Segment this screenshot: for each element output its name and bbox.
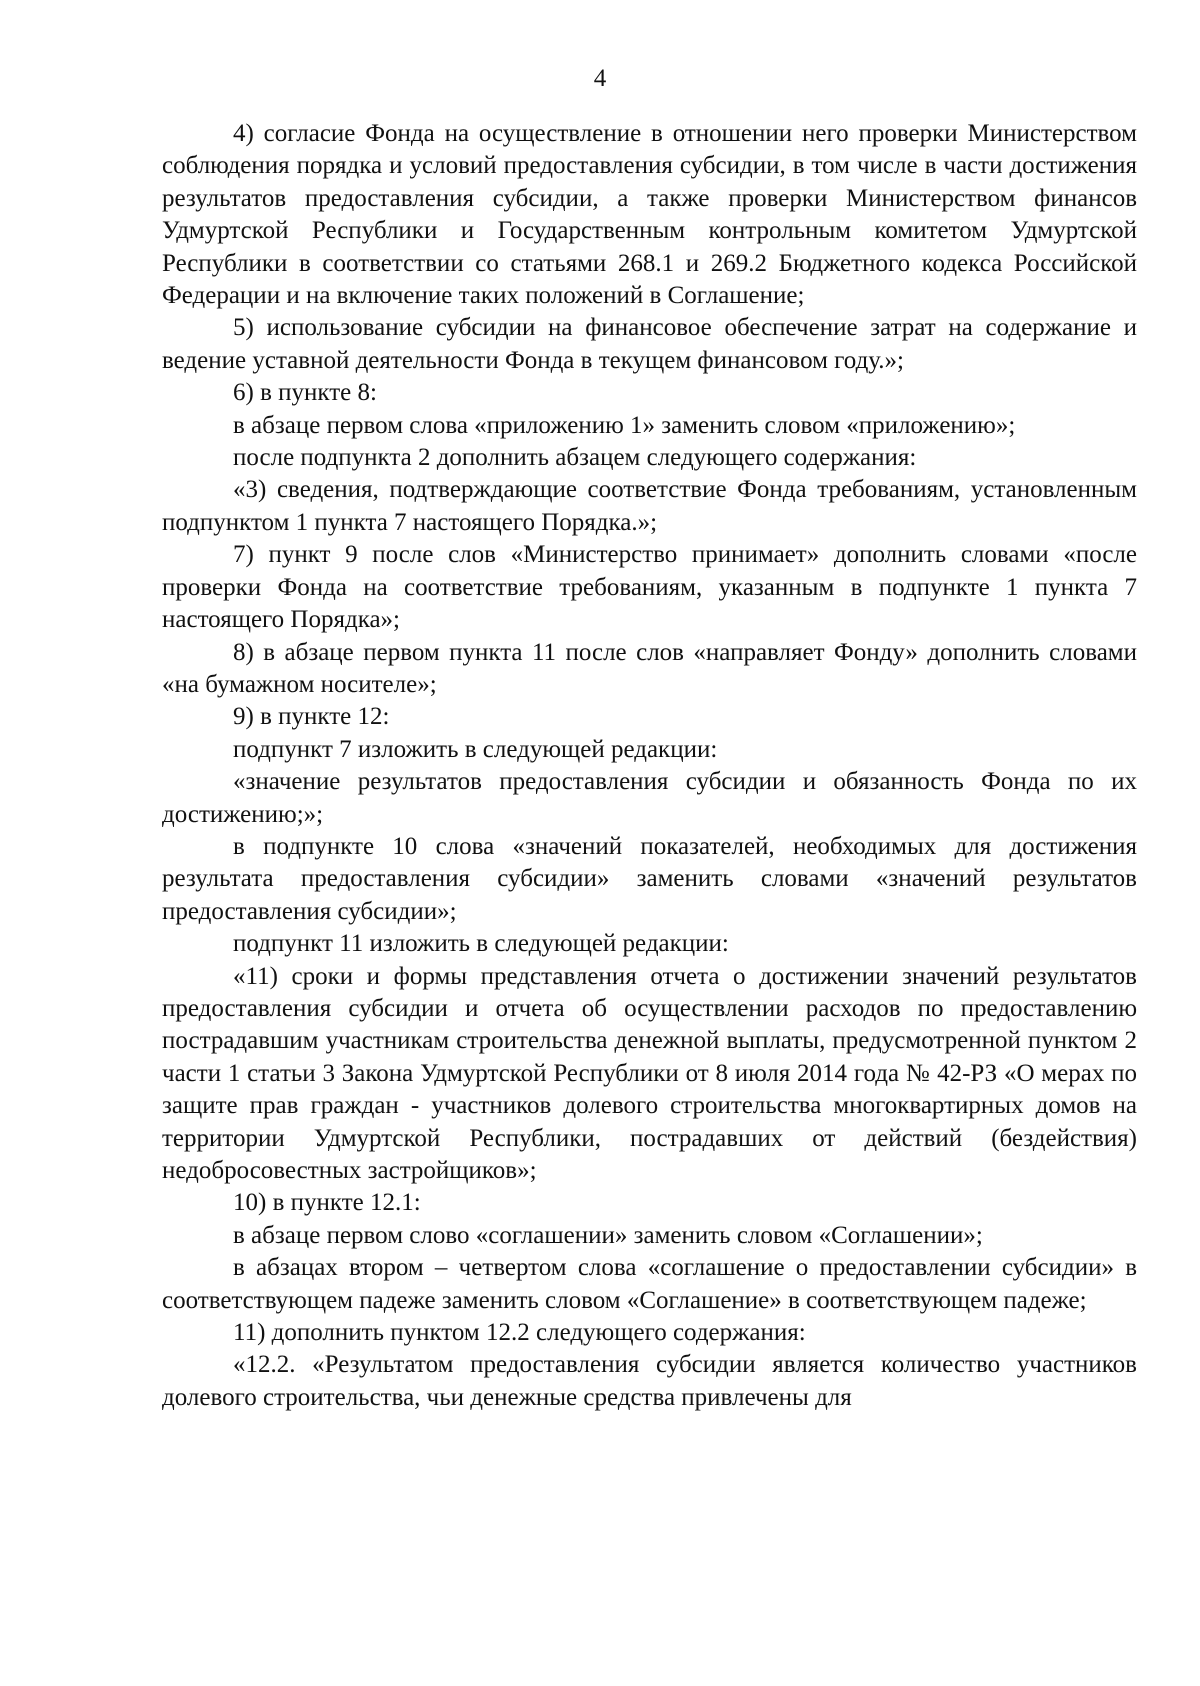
paragraph-item-7: 7) пункт 9 после слов «Министерство принимает» дополнить словами «после проверки Фонда на соответствие требованиям, указанным в подпункте 1 пункта 7 настоящего Порядка»; bbox=[162, 541, 1137, 634]
paragraph-item-5: 5) использование субсидии на финансовое обеспечение затрат на содержание и ведение уставной деятельности Фонда в текущем финансовом году.»; bbox=[162, 314, 1137, 374]
document-body bbox=[162, 118, 1137, 1414]
paragraph-item-9-a: подпункт 7 изложить в следующей редакции: bbox=[233, 735, 718, 763]
paragraph-item-9-d: подпункт 11 изложить в следующей редакции: bbox=[233, 930, 729, 958]
paragraph-item-9: 9) в пункте 12: bbox=[233, 703, 390, 731]
paragraph-item-11-a: «12.2. «Результатом предоставления субсидии является количество участников долевого строительства, чьи денежные средства привлечены для bbox=[162, 1351, 1137, 1411]
paragraph-item-4: 4) согласие Фонда на осуществление в отношении него проверки Министерством соблюдения порядка и условий предоставления субсидии, в том числе в части достижения результатов предоставления субсидии, а также проверки Министерством финансов Удмуртской Республики и Государственным контрольным комитетом Удмуртской Республики в соответствии со статьями 268.1 и 269.2 Бюджетного кодекса Российской Федерации и на включение таких положений в Соглашение; bbox=[162, 120, 1137, 310]
paragraph-item-9-b: «значение результатов предоставления субсидии и обязанность Фонда по их достижению;»; bbox=[162, 768, 1137, 828]
page-number: 4 bbox=[593, 65, 607, 92]
paragraph-item-9-c: в подпункте 10 слова «значений показателей, необходимых для достижения результата предоставления субсидии» заменить словами «значений результатов предоставления субсидии»; bbox=[162, 832, 1137, 925]
paragraph-item-6-b: после подпункта 2 дополнить абзацем следующего содержания: bbox=[233, 444, 917, 472]
paragraph-item-6-c: «3) сведения, подтверждающие соответствие Фонда требованиям, установленным подпунктом 1 пункта 7 настоящего Порядка.»; bbox=[162, 476, 1137, 536]
paragraph-item-10: 10) в пункте 12.1: bbox=[233, 1189, 421, 1217]
paragraph-item-6-a: в абзаце первом слова «приложению 1» заменить словом «приложению»; bbox=[233, 411, 1016, 439]
paragraph-item-10-b: в абзацах втором – четвертом слова «соглашение о предоставлении субсидии» в соответствующем падеже заменить словом «Соглашение» в соответствующем падеже; bbox=[162, 1254, 1137, 1314]
paragraph-item-6: 6) в пункте 8: bbox=[233, 379, 377, 407]
paragraph-item-10-a: в абзаце первом слово «соглашении» заменить словом «Соглашении»; bbox=[233, 1221, 983, 1249]
paragraph-item-8: 8) в абзаце первом пункта 11 после слов «направляет Фонду» дополнить словами «на бумажном носителе»; bbox=[162, 638, 1137, 698]
paragraph-item-11: 11) дополнить пунктом 12.2 следующего содержания: bbox=[233, 1319, 806, 1347]
paragraph-item-9-e: «11) сроки и формы представления отчета о достижении значений результатов предоставления субсидии и отчета об осуществлении расходов по предоставлению пострадавшим участникам строительства денежной выплаты, предусмотренной пунктом 2 части 1 статьи 3 Закона Удмуртской Республики от 8 июля 2014 года № 42-РЗ «О мерах по защите прав граждан - участников долевого строительства многоквартирных домов на территории Удмуртской Республики, пострадавших от действий (бездействия) недобросовестных застройщиков»; bbox=[162, 962, 1137, 1184]
